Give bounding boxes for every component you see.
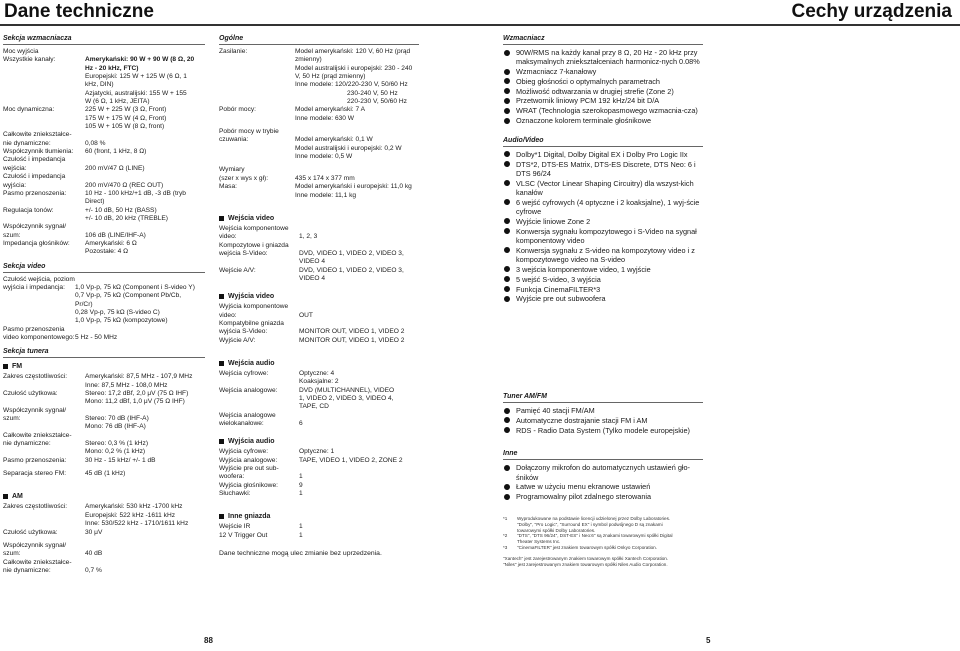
spec-row: Wyjścia analogowe: TAPE, VIDEO 1, VIDEO 2, ZONE 2 (219, 456, 403, 464)
square-bullet-icon (219, 294, 224, 299)
spec-row: Wyjście A/V: MONITOR OUT, VIDEO 1, VIDEO 2 (219, 336, 405, 344)
square-bullet-icon (219, 439, 224, 444)
list-item: Wzmacniacz 7-kanałowy (503, 67, 703, 76)
features-column-lower (503, 392, 703, 567)
square-bullet-icon (3, 494, 8, 499)
amplifier-section-heading: Sekcja wzmacniacza (3, 34, 205, 45)
audio-video-features-list (503, 150, 703, 304)
spec-row: Wejścia analogowe: DVD (MULTICHANNEL), VIDEO 1, VIDEO 2, VIDEO 3, VIDEO 4, TAPE, CD (219, 386, 395, 411)
list-item: Automatyczne dostrajanie stacji FM i AM (503, 416, 703, 425)
spec-row: wielokanałowe: 6 (219, 420, 303, 428)
specs-column-1: Sekcja wzmacniacza Moc wyjścia Wszystkie kanały: Amerykański: 90 W + 90 W (8 Ω, 20 Hz - 20 kHz, FTC) Europejski: 125 W + 125 W (6 Ω, 1 kHz, DIN) Azjatycki, australijski: 155 W + 155 W (6 Ω, 1 kHz, JEITA) Moc dynamiczna: 225 W + 225 W (3 Ω, Front) 175 W + 175 W (4 Ω, Front) 105 W + 105 W (8 Ω, front) Całkowite zniekształce- nie dynamiczne: 0,08 % Współczynnik tłumienia: 60 (front, 1 kHz, 8 Ω) Czułość i impedancja wejścia: 200 mV/47 Ω (LINE) Czułość i impedancja wyjścia: 200 mV/470 Ω (REC OUT) Pasmo przenoszenia: 10 Hz - 100 kHz/+1 dB, -3 dB (tryb Direct) Regulacja tonów: +/- 10 dB, 50 Hz (BASS) +/- 10 dB, 20 kHz (TREBLE) Współczynnik sygnał/ szum: 106 dB (LINE/IHF-A) Impedancja głośników: Amerykański: 6 Ω Pozostałe: 4 Ω Sekcja video Czułość wejścia, poziom wyjścia i impedancja: 1,0 Vp-p, 75 kΩ (Component i S-video Y) 0,7 Vp-p, 75 kΩ (Component Pb/Cb, Pr/Cr) 0,28 Vp-p, 75 kΩ (S-video C) 1,0 Vp-p, 75 kΩ (kompozytowe) Pasmo przenoszenia video komponentowego: 5 Hz - 50 MHz Sekcja tunera FM Zakres częstotliwości: Amerykański: 87,5 MHz - 107,9 MHz Inne: 87,5 MHz - 108,0 MHz Czułość użytkowa: Stereo: 17,2 dBf, 2,0 μV (75 Ω IHF) Mono: 11,2 dBf, 1,0 μV (75 Ω IHF) Współczynnik sygnał/ szum: Stereo: 70 dB (IHF-A) Mono: 76 dB (IHF-A) Całkowite zniekształce- nie dynamiczne: Stereo: 0,3 % (1 kHz) Mono: 0,2 % (1 kHz) Pasmo przenoszenia: 30 Hz - 15 kHz/ +/- 1 dB Separacja stereo FM: 45 dB (1 kHz) AM Zakres częstotliwości: Amerykański: 530 kHz -1700 kHz Europejski: 522 kHz -1611 kHz Inne: 530/522 kHz - 1710/1611 kHz Czułość użytkowa: 30 μV Współczynnik sygnał/ szum: 40 dB Całkowite zniekształce- nie dynamiczne: 0,7 % (3, 34, 205, 575)
list-item: DTS*2, DTS-ES Matrix, DTS-ES Discrete, DTS Neo: 6 i DTS 96/24 (503, 160, 703, 179)
other-features-heading: Inne (503, 449, 703, 460)
list-item: WRAT (Technologia szerokopasmowego wzmacnia-cza) (503, 106, 703, 115)
spec-row: Wszystkie kanały: Amerykański: 90 W + 90 W (8 Ω, 20 Hz - 20 kHz, FTC) Europejski: 125 W + 125 W (6 Ω, 1 kHz, DIN) Azjatycki, australijski: 155 W + 155 W (6 Ω, 1 kHz, JEITA) (3, 56, 195, 106)
video-section-heading: Sekcja video (3, 262, 205, 273)
spec-row: Separacja stereo FM: 45 dB (1 kHz) (3, 470, 126, 478)
spec-row: wejścia S-Video: DVD, VIDEO 1, VIDEO 2, VIDEO 3, VIDEO 4 (219, 249, 404, 266)
spec-row: Zasilanie: Model amerykański: 120 V, 60 Hz (prąd zmienny) Model australijski i europejski: 230 - 240 V, 50 Hz (prąd zmienny) Inne modele: 120/220-230 V, 50/60 Hz 230-240 V, 50 Hz 220-230 V, 50/60 Hz (219, 48, 413, 106)
spec-row: szum: 106 dB (LINE/IHF-A) (3, 231, 146, 239)
square-bullet-icon (219, 514, 224, 519)
list-item: Programowalny pilot zdalnego sterowania (503, 492, 703, 501)
amplifier-features-heading: Wzmacniacz (503, 34, 703, 45)
list-item: Dołączony mikrofon do automatycznych ustawień gło-śników (503, 463, 703, 482)
output-label: Moc wyjścia (3, 48, 39, 55)
list-item: Funkcja CinemaFILTER*3 (503, 285, 703, 294)
spec-row: Wejścia cyfrowe: Optyczne: 4 Koaksjalne: 2 (219, 369, 339, 386)
specs-column-2: Ogólne Zasilanie: Model amerykański: 120 V, 60 Hz (prąd zmienny) Model australijski i europejski: 230 - 240 V, 50 Hz (prąd zmienny) Inne modele: 120/220-230 V, 50/60 Hz 230-240 V, 50 Hz 220-230 V, 50/60 Hz Pobór mocy: Model amerykański: 7 A Inne modele: 630 W Pobór mocy w trybie czuwania: Model amerykański: 0,1 W Model australijski i europejski: 0,2 W Inne modele: 0,5 W Wymiary (szer x wys x gł): 435 x 174 x 377 mm Masa: Model amerykański i europejski: 11,0 kg Inne modele: 11,1 kg Wejścia video Wejścia komponentowe video: 1, 2, 3 Kompozytowe i gniazda wejścia S-Video: DVD, VIDEO 1, VIDEO 2, VIDEO 3, VIDEO 4 Wejście A/V: DVD, VIDEO 1, VIDEO 2, VIDEO 3, VIDEO 4 Wyjścia video Wyjścia komponentowe video: OUT Kompatybilne gniazda wyjścia S-Video: MONITOR OUT, VIDEO 1, VIDEO 2 Wyjście A/V: MONITOR OUT, VIDEO 1, VIDEO 2 Wejścia audio Wejścia cyfrowe: Optyczne: 4 Koaksjalne: 2 Wejścia analogowe: DVD (MULTICHANNEL), VIDEO 1, VIDEO 2, VIDEO 3, VIDEO 4, TAPE, CD Wejścia analogowe wielokanałowe: 6 Wyjścia audio Wyjścia cyfrowe: Optyczne: 1 Wyjścia analogowe: TAPE, VIDEO 1, VIDEO 2, ZONE 2 Wyjście pre out sub- woofera: 1 Wyjścia głośnikowe: 9 Słuchawki: 1 Inne gniazda Wejście IR 1 12 V Trigger Out 1 Dane techniczne mogą ulec zmianie bez uprzedzenia. (219, 34, 419, 558)
page-number-right: 5 (706, 636, 711, 645)
audio-video-features-heading: Audio/Video (503, 136, 703, 147)
spec-row: nie dynamiczne: 0,08 % (3, 139, 106, 147)
page-title-left: Dane techniczne (4, 1, 154, 22)
spec-row: Moc dynamiczna: 225 W + 225 W (3 Ω, Front) 175 W + 175 W (4 Ω, Front) 105 W + 105 W (8 Ω, front) (3, 106, 167, 131)
list-item: Wyjście pre out subwoofera (503, 294, 703, 303)
spec-row: (szer x wys x gł): 435 x 174 x 377 mm (219, 174, 355, 182)
spec-row: nie dynamiczne: Stereo: 0,3 % (1 kHz) Mono: 0,2 % (1 kHz) (3, 440, 149, 456)
spec-row: video: 1, 2, 3 (219, 233, 318, 241)
list-item: Wyjście liniowe Zone 2 (503, 217, 703, 226)
tuner-features-list (503, 406, 703, 435)
spec-row: Wyjścia głośnikowe: 9 (219, 481, 303, 489)
spec-row: Masa: Model amerykański i europejski: 11,0 kg Inne modele: 11,1 kg (219, 183, 412, 199)
list-item: Możliwość odtwarzania w drugiej strefie (Zone 2) (503, 87, 703, 96)
list-item: Dolby*1 Digital, Dolby Digital EX i Dolby Pro Logic IIx (503, 150, 703, 159)
square-bullet-icon (219, 216, 224, 221)
spec-row: video: OUT (219, 311, 313, 319)
spec-row: Współczynnik tłumienia: 60 (front, 1 kHz, 8 Ω) (3, 148, 147, 156)
list-item: Przetwornik liniowy PCM 192 kHz/24 bit D/A (503, 96, 703, 105)
spec-row: Słuchawki: 1 (219, 490, 303, 498)
spec-row: Regulacja tonów: +/- 10 dB, 50 Hz (BASS) +/- 10 dB, 20 kHz (TREBLE) (3, 206, 169, 222)
list-item: VLSC (Vector Linear Shaping Circuitry) dla wszyst-kich kanałów (503, 179, 703, 198)
amplifier-features-list (503, 48, 703, 125)
spec-row: Zakres częstotliwości: Amerykański: 87,5 MHz - 107,9 MHz Inne: 87,5 MHz - 108,0 MHz (3, 373, 193, 389)
list-item: 90W/RMS na każdy kanał przy 8 Ω, 20 Hz - 20 kHz przy maksymalnych zniekształceniach harmonicz-nych 0.08% (503, 48, 703, 67)
spec-row: Pasmo przenoszenia: 30 Hz - 15 kHz/ +/- 1 dB (3, 456, 156, 464)
footnotes: *1 Wyprodukowane na podstawie licencji udzielonej przez Dolby Laboratories. "Dolby", "Pro Logic", "Surround EX" i symbol podwójnego D są znakami towarowymi spółki Dolby Laboratories. *2 "DTS", "DTS 96/24", DST-ES" i Neo:6" są znakami towarowymi spółki Digital Theater Systems Inc. *3 "CinemaFILTER" jest znakiem towarowym spółki Onkyo Corporation. "Xantech" jest zarejestrowanym znakiem towarowym spółki Xantech Corporation. "Niles" jest zarejestrowanym znakiem towarowym spółki Niles Audio Corporation. (503, 516, 673, 567)
list-item: Pamięć 40 stacji FM/AM (503, 406, 703, 415)
tuner-section-heading: Sekcja tunera (3, 347, 205, 358)
title-divider (0, 24, 960, 26)
other-features-list (503, 463, 703, 501)
spec-row: 12 V Trigger Out 1 (219, 531, 303, 539)
list-item: Oznaczone kolorem terminale głośnikowe (503, 116, 703, 125)
square-bullet-icon (219, 361, 224, 366)
list-item: RDS - Radio Data System (Tylko modele europejskie) (503, 426, 703, 435)
spec-row: Zakres częstotliwości: Amerykański: 530 kHz -1700 kHz Europejski: 522 kHz -1611 kHz Inne: 530/522 kHz - 1710/1611 kHz (3, 503, 189, 528)
spec-row: Impedancja głośników: Amerykański: 6 Ω Pozostałe: 4 Ω (3, 239, 137, 256)
general-section-heading: Ogólne (219, 34, 419, 45)
square-bullet-icon (3, 364, 8, 369)
spec-row: szum: Stereo: 70 dB (IHF-A) Mono: 76 dB (IHF-A) (3, 415, 149, 431)
tuner-features-heading: Tuner AM/FM (503, 392, 703, 403)
spec-row: Czułość użytkowa: 30 μV (3, 528, 103, 536)
spec-row: woofera: 1 (219, 473, 303, 481)
list-item: Łatwe w użyciu menu ekranowe ustawień (503, 482, 703, 491)
spec-row: Czułość użytkowa: Stereo: 17,2 dBf, 2,0 μV (75 Ω IHF) Mono: 11,2 dBf, 1,0 μV (75 Ω IHF) (3, 390, 189, 406)
page-title-right: Cechy urządzenia (791, 1, 952, 22)
spec-row: wyjścia S-Video: MONITOR OUT, VIDEO 1, VIDEO 2 (219, 328, 405, 336)
spec-row: czuwania: Model amerykański: 0,1 W Model australijski i europejski: 0,2 W Inne modele: 0,5 W (219, 136, 402, 161)
list-item: 3 wejścia komponentowe video, 1 wyjście (503, 265, 703, 274)
spec-row: video komponentowego: 5 Hz - 50 MHz (3, 334, 118, 341)
spec-row: Wyjścia cyfrowe: Optyczne: 1 (219, 448, 335, 456)
spec-row: szum: 40 dB (3, 550, 103, 558)
list-item: 6 wejść cyfrowych (4 optyczne i 2 koaksjalne), 1 wyj-ście cyfrowe (503, 198, 703, 217)
spec-row: nie dynamiczne: 0,7 % (3, 566, 102, 574)
spec-row: wyjścia: 200 mV/470 Ω (REC OUT) (3, 181, 164, 189)
page-number-left: 88 (204, 636, 213, 645)
spec-row: wejścia: 200 mV/47 Ω (LINE) (3, 164, 145, 172)
list-item: Konwersja sygnału kompozytowego i S-Video na sygnał komponentowy video (503, 227, 703, 246)
features-column (503, 34, 703, 304)
spec-row: Wejście IR 1 (219, 523, 303, 531)
spec-row: Pobór mocy: Model amerykański: 7 A Inne modele: 630 W (219, 106, 365, 122)
specs-change-note: Dane techniczne mogą ulec zmianie bez uprzedzenia. (219, 550, 382, 558)
spec-row: wyjścia i impedancja: 1,0 Vp-p, 75 kΩ (Component i S-video Y) 0,7 Vp-p, 75 kΩ (Component Pb/Cb, Pr/Cr) 0,28 Vp-p, 75 kΩ (S-video C) 1,0 Vp-p, 75 kΩ (kompozytowe) (3, 283, 195, 325)
list-item: 5 wejść S-video, 3 wyjścia (503, 275, 703, 284)
spec-row: Pasmo przenoszenia: 10 Hz - 100 kHz/+1 dB, -3 dB (tryb Direct) (3, 189, 186, 206)
list-item: Obieg głośności o optymalnych parametrach (503, 77, 703, 86)
list-item: Konwersja sygnału z S-video na kompozytowy video i z kompozytowego video na S-video (503, 246, 703, 265)
spec-row: Wejście A/V: DVD, VIDEO 1, VIDEO 2, VIDEO 3, VIDEO 4 (219, 266, 404, 282)
